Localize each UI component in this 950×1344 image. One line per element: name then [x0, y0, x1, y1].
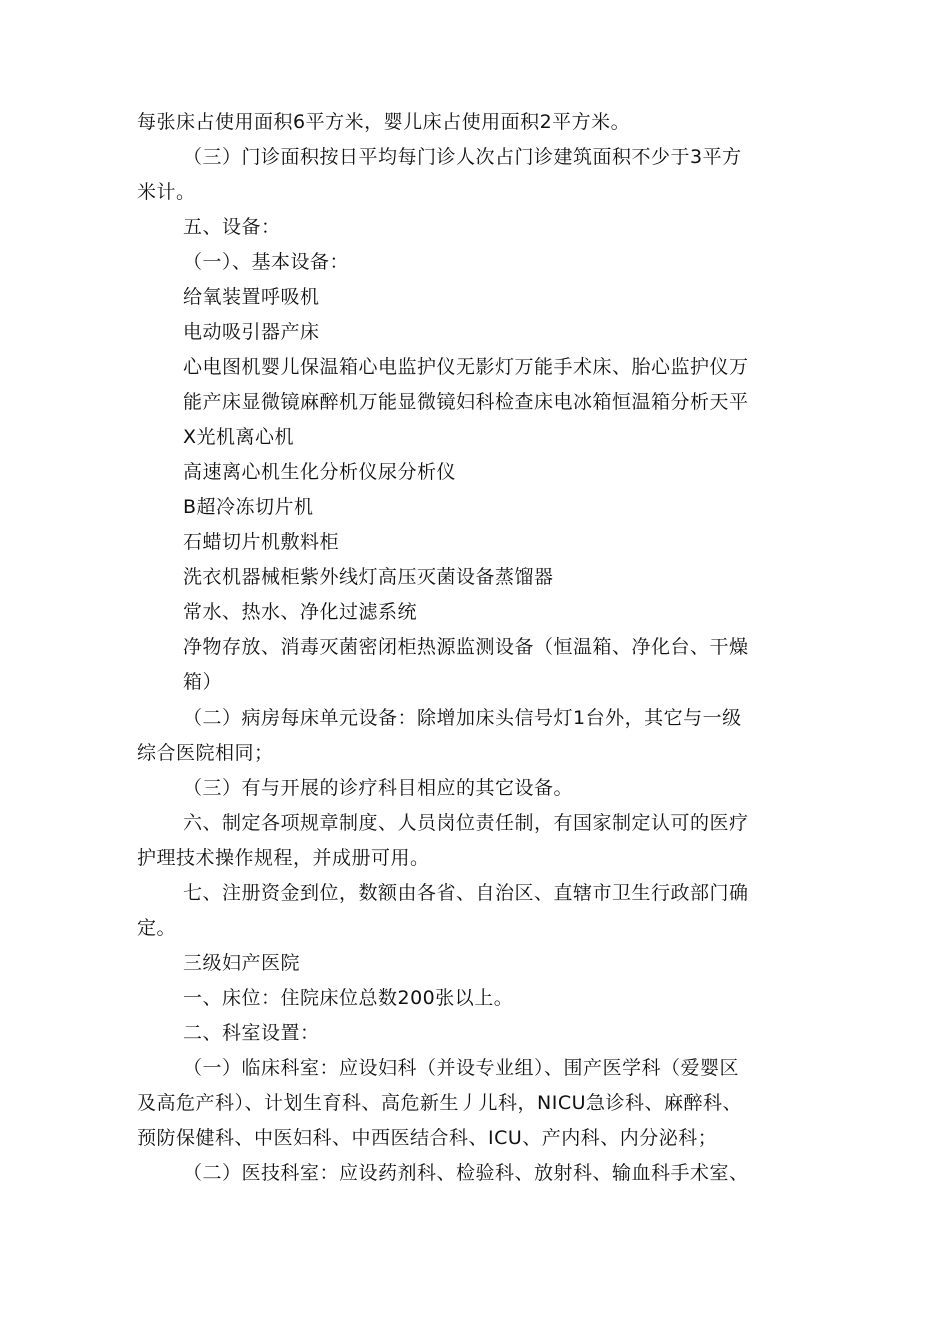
- text-line-2: （三）门诊面积按日平均每门诊人次占门诊建筑面积不少于3平方: [183, 146, 742, 168]
- text-line-20: （三）有与开展的诊疗科目相应的其它设备。: [183, 777, 574, 799]
- text-line-11: 高速离心机生化分析仪尿分析仪: [183, 461, 457, 483]
- subheading-basic-equipment: （一）、基本设备：: [183, 251, 350, 273]
- text-line-16: 净物存放、消毒灭菌密闭柜热源监测设备（恒温箱、净化台、干燥: [183, 636, 749, 658]
- text-line-21: 六、制定各项规章制度、人员岗位责任制，有国家制定认可的医疗: [183, 812, 749, 834]
- text-line-6: 给氧装置呼吸机: [183, 286, 320, 308]
- text-line-14: 洗衣机器械柜紫外线灯高压灭菌设备蒸馏器: [183, 566, 554, 588]
- text-line-26: 一、床位：住院床位总数200张以上。: [183, 987, 514, 1009]
- text-line-19: 综合医院相同；: [137, 742, 274, 764]
- text-line-10: X光机离心机: [183, 426, 295, 448]
- text-line-8: 心电图机婴儿保温箱心电监护仪无影灯万能手术床、胎心监护仪万: [183, 356, 749, 378]
- text-line-24: 定。: [137, 917, 177, 939]
- text-line-31: （二）医技科室：应设药剂科、检验科、放射科、输血科手术室、: [183, 1162, 749, 1184]
- text-line-29: 及高危产科）、计划生育科、高危新生丿儿科，NICU急诊科、麻醉科、: [137, 1092, 742, 1114]
- text-line-18: （二）病房每床单元设备：除增加床头信号灯1台外，其它与一级: [183, 707, 742, 729]
- text-line-30: 预防保健科、中医妇科、中西医结合科、ICU、产内科、内分泌科；: [137, 1127, 718, 1149]
- text-line-23: 七、注册资金到位，数额由各省、自治区、直辖市卫生行政部门确: [183, 882, 749, 904]
- text-line-17: 箱）: [183, 671, 223, 693]
- text-line-28: （一）临床科室：应设妇科（并设专业组）、围产医学科（爱婴区: [183, 1057, 740, 1079]
- text-line-7: 电动吸引器产床: [183, 321, 320, 343]
- section-heading-tier3-hospital: 三级妇产医院: [183, 952, 301, 974]
- text-line-27: 二、科室设置：: [183, 1022, 320, 1044]
- text-line-3: 米计。: [137, 181, 196, 203]
- text-line-1: 每张床占使用面积6平方米，婴儿床占使用面积2平方米。: [137, 111, 631, 133]
- text-line-9: 能产床显微镜麻醉机万能显微镜妇科检查床电冰箱恒温箱分析天平: [183, 391, 749, 413]
- text-line-15: 常水、热水、净化过滤系统: [183, 601, 418, 623]
- section-heading-equipment: 五、设备：: [183, 216, 281, 238]
- text-line-22: 护理技术操作规程，并成册可用。: [137, 847, 430, 869]
- text-line-13: 石蜡切片机敷料柜: [183, 531, 340, 553]
- text-line-12: B超冷冻切片机: [183, 496, 314, 518]
